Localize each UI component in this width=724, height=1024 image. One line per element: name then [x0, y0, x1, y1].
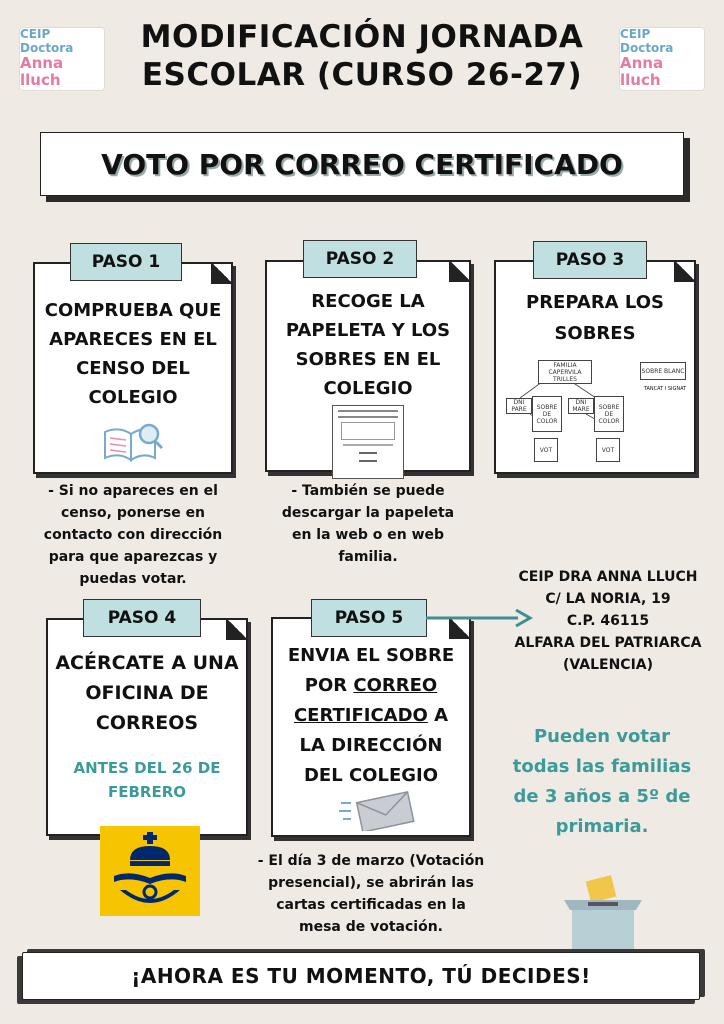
school-logo-left [20, 28, 104, 90]
step-4-text [48, 648, 246, 738]
text-line: SOBRES EN EL [295, 349, 441, 370]
step-5-card [271, 617, 471, 837]
text-line: RECOGE LA [311, 291, 425, 312]
text-line: Pueden votar [533, 726, 671, 747]
text-line: CENSO DEL [76, 358, 190, 379]
step-5-tag: PASO 5 [311, 599, 427, 637]
note-line: - También se puede [291, 483, 445, 499]
step-3-tag: PASO 3 [533, 241, 647, 279]
mini-text: COLOR [598, 417, 620, 425]
mini-text: SOBRE [598, 403, 620, 411]
book-magnifier-icon [101, 420, 165, 464]
step-2-note [262, 480, 474, 568]
note-line: cartas certificadas en la [276, 897, 466, 913]
note-line: en la web o en web [291, 527, 445, 543]
text-line: APARECES EN EL [49, 329, 217, 350]
text-line: PREPARA LOS [526, 292, 664, 313]
text-line: ANTES DEL 26 DE [73, 759, 221, 777]
color-envelope-right [594, 396, 624, 432]
page-title [110, 18, 614, 94]
step-3-text [496, 287, 694, 349]
text-line [273, 671, 469, 701]
card-fold [211, 262, 233, 284]
ballot-box-icon [558, 874, 648, 954]
text-line: SOBRES [554, 323, 636, 344]
address-line: C/ LA NORIA, 19 [545, 591, 671, 607]
address-line: CEIP DRA ANNA LLUCH [518, 569, 698, 585]
step-2-text [267, 287, 469, 403]
mini-text: SOBRE [536, 403, 558, 411]
step-4-card [46, 618, 248, 836]
card-fold [674, 260, 696, 282]
underlined-word: CERTIFICADO [293, 705, 428, 726]
mini-text: DE [604, 410, 614, 418]
address-line: (VALENCIA) [562, 657, 654, 673]
dni-mother: DNI MARE [568, 398, 594, 414]
correos-logo-icon [100, 826, 200, 916]
text-line: de 3 años a 5º de [513, 786, 691, 807]
envelope-icon [337, 791, 417, 831]
address-line: C.P. 46115 [566, 613, 650, 629]
step-3-card [494, 260, 696, 474]
white-envelope: SOBRE BLANC [640, 362, 686, 380]
step-2-card [265, 260, 471, 472]
mini-text: COLOR [536, 417, 558, 425]
text-line [273, 701, 469, 731]
deadline-text [48, 756, 246, 804]
underlined-word: CORREO [353, 675, 438, 696]
logo-text-1: CEIP Doctora [20, 26, 74, 55]
title-line-1: MODIFICACIÓN JORNADA [140, 19, 584, 55]
note-line: - El día 3 de marzo (Votación [257, 853, 485, 869]
note-line: censo, ponerse en [60, 505, 206, 521]
step-2-tag: PASO 2 [303, 240, 417, 278]
step-1-text [35, 296, 231, 412]
vote-banner: VOTO POR CORREO CERTIFICADO [40, 132, 684, 196]
school-address [508, 566, 708, 676]
note-line: presencial), se abrirán las [268, 875, 474, 891]
step-5-text [273, 641, 469, 791]
note-line: mesa de votación. [298, 919, 443, 935]
step-5-note [252, 850, 490, 938]
step-1-note [30, 480, 236, 590]
text-line: primaria. [555, 816, 649, 837]
vote-slip-left: VOT [534, 438, 558, 462]
step-4-tag: PASO 4 [83, 599, 201, 637]
title-line-2: ESCOLAR (CURSO 26-27) [141, 57, 583, 93]
footer-banner: ¡AHORA ES TU MOMENTO, TÚ DECIDES! [22, 952, 700, 1000]
text-line: COLEGIO [323, 378, 413, 399]
text-part: POR [304, 675, 354, 696]
eligibility-text [500, 722, 704, 842]
note-line: - Si no apareces en el [48, 483, 218, 499]
text-line: DEL COLEGIO [303, 765, 439, 786]
card-fold [226, 618, 248, 640]
color-envelope-left [532, 396, 562, 432]
text-line: ENVIA EL SOBRE [287, 645, 455, 666]
logo-text-2: Anna lluch [620, 53, 664, 89]
envelope-diagram-icon [502, 356, 692, 466]
ballot-paper-icon [332, 405, 404, 479]
text-line: CORREOS [95, 712, 199, 734]
step-1-tag: PASO 1 [70, 243, 182, 281]
text-line: LA DIRECCIÓN [299, 735, 443, 756]
note-line: contacto con dirección [43, 527, 223, 543]
logo-text-2: Anna lluch [20, 53, 64, 89]
card-fold [449, 260, 471, 282]
dni-father: DNI PARE [506, 398, 532, 414]
note-line: descargar la papeleta [281, 505, 455, 521]
text-line: PAPELETA Y LOS [285, 320, 451, 341]
address-line: ALFARA DEL PATRIARCA [514, 635, 702, 651]
note-line: familia. [338, 549, 398, 565]
text-line: COMPRUEBA QUE [44, 300, 222, 321]
vote-slip-right: VOT [596, 438, 620, 462]
text-line: COLEGIO [88, 387, 178, 408]
text-line: todas las familias [512, 756, 692, 777]
text-part: A [427, 705, 449, 726]
mini-text: CAPERVILA TRILLES [548, 368, 582, 383]
text-line: ACÉRCATE A UNA [55, 652, 239, 674]
note-line: para que aparezcas y [48, 549, 218, 565]
text-line: FEBRERO [107, 783, 187, 801]
logo-text-1: CEIP Doctora [620, 26, 674, 55]
note-line: puedas votar. [79, 571, 187, 587]
mini-text: DE [542, 410, 552, 418]
sealed-label: TANCAT I SIGNAT [643, 386, 687, 392]
step-1-card [33, 262, 233, 474]
mini-text: FAMILIA [553, 361, 577, 369]
family-envelope [538, 360, 592, 384]
correos-emblem [100, 826, 200, 916]
text-line: OFICINA DE [85, 682, 209, 704]
school-logo-right [620, 28, 704, 90]
